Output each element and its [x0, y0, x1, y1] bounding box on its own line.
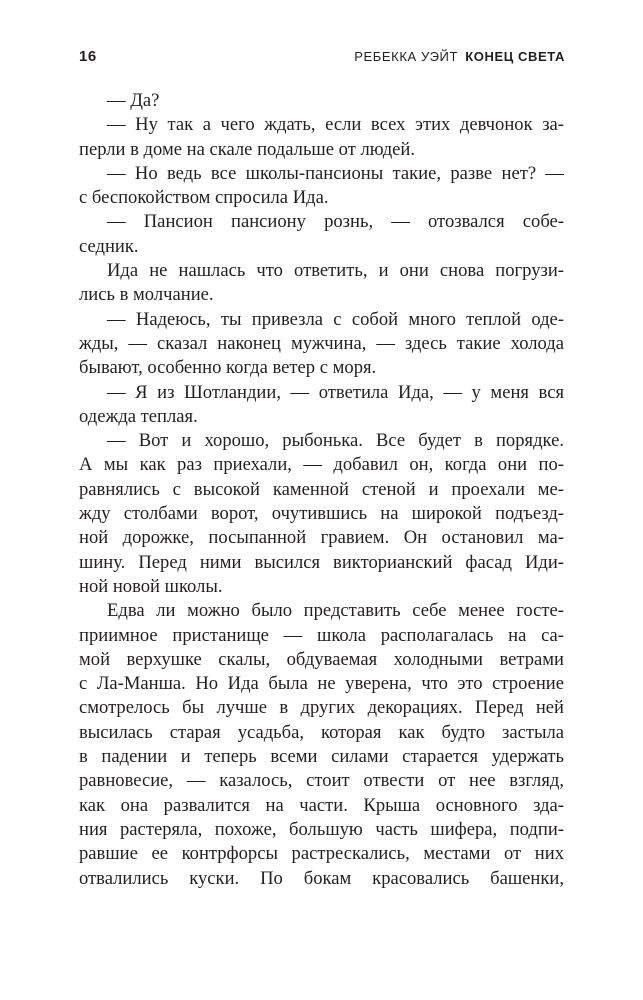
text-line: одежда теплая.: [79, 405, 198, 427]
text-line: ной новой школы.: [79, 575, 223, 597]
text-line: ния растеряла, похоже, большую часть шифера, подпи-: [79, 818, 564, 840]
text-line: мой верхушке скалы, обдуваемая холодными ветрами: [79, 648, 564, 670]
text-line: жду столбами ворот, очутившись на широкой подъезд-: [79, 503, 564, 525]
text-line: равшие ее контрфорсы растрескались, местами от них: [79, 843, 564, 865]
text-line: перли в доме на скале подальше от людей.: [79, 138, 416, 160]
text-line: приимное пристанище — школа располагалась на са-: [79, 624, 564, 646]
text-line: — Я из Шотландии, — ответила Ида, — у меня вся: [107, 381, 564, 403]
text-line: лись в молчание.: [79, 284, 214, 306]
page-number: 16: [79, 48, 97, 65]
body-text: [79, 89, 564, 891]
text-line: — Пансион пансиону рознь, — отозвался собе-: [107, 211, 564, 233]
running-head: [354, 49, 565, 64]
text-line: жды, — сказал наконец мужчина, — здесь такие холода: [79, 332, 564, 354]
text-line: равновесие, — казалось, стоит отвести от нее взгляд,: [79, 770, 564, 792]
text-line: — Ну так а чего ждать, если всех этих девчонок за-: [107, 114, 564, 136]
text-line: Едва ли можно было представить себе менее госте-: [107, 600, 564, 622]
text-line: отвалились куски. По бокам красовались башенки,: [79, 867, 564, 889]
author-name: РЕБЕККА УЭЙТ: [354, 49, 458, 64]
text-line: ной дорожке, посыпанной гравием. Он остановил ма-: [79, 527, 564, 549]
text-line: с Ла-Манша. Но Ида была не уверена, что это строение: [79, 673, 564, 695]
text-line: — Вот и хорошо, рыбонька. Все будет в порядке.: [107, 430, 564, 452]
text-line: седник.: [79, 235, 139, 257]
text-line: бывают, особенно когда ветер с моря.: [79, 357, 377, 379]
text-line: Ида не нашлась что ответить, и они снова погрузи-: [107, 260, 564, 282]
text-line: с беспокойством спросила Ида.: [79, 187, 329, 209]
text-line: смотрелось бы лучше в других декорациях. Перед ней: [79, 697, 564, 719]
text-line: в падении и теперь всеми силами старается удержать: [79, 746, 564, 768]
text-line: равнялись с высокой каменной стеной и проехали ме-: [79, 478, 564, 500]
text-line: — Но ведь все школы-пансионы такие, разве нет? —: [107, 162, 564, 184]
running-header: [79, 48, 565, 72]
text-line: — Надеюсь, ты привезла с собой много теплой оде-: [107, 308, 564, 330]
text-line: — Да?: [107, 90, 160, 111]
text-line: как она развалится на части. Крыша основного зда-: [79, 794, 564, 816]
text-line: шину. Перед ними высился викторианский фасад Иди-: [79, 551, 564, 573]
book-title: КОНЕЦ СВЕТА: [465, 49, 565, 64]
text-line: А мы как раз приехали, — добавил он, когда они по-: [79, 454, 564, 476]
text-line: высилась старая усадьба, которая как будто застыла: [79, 721, 564, 743]
